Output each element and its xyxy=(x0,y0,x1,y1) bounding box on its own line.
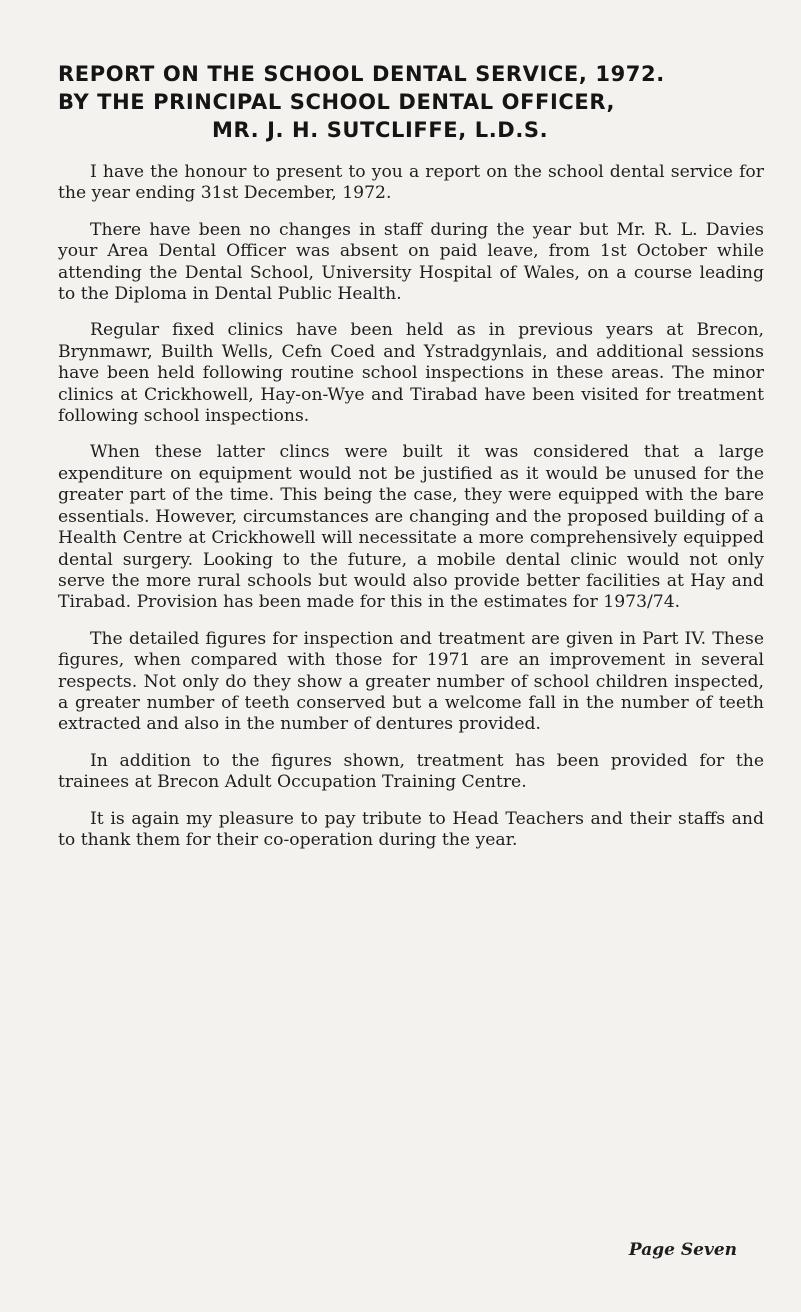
report-body xyxy=(58,162,764,851)
heading-line-3: MR. J. H. SUTCLIFFE, L.D.S. xyxy=(212,118,549,142)
document-page xyxy=(58,60,764,866)
report-heading xyxy=(58,60,764,144)
paragraph-introduction: I have the honour to present to you a report on the school dental service for the year ending 31st December, 1972. xyxy=(58,162,764,204)
paragraph-staff: There have been no changes in staff during the year but Mr. R. L. Davies your Area Dental Officer was absent on paid leave, from 1st October while attending the Dental School, University Hospital of Wales, on a course leading to the Diploma in Dental Public Health. xyxy=(58,219,764,305)
paragraph-equipment: When these latter clincs were built it was considered that a large expenditure on equipment would not be justified as it would be unused for the greater part of the time. This being the case, they were equipped with the bare essentials. However, circumstances are changing and the proposed building of a Health Centre at Crickhowell will necessitate a more comprehensively equipped dental surgery. Looking to the future, a mobile dental clinic would not only serve the more rural schools but would also provide better facilities at Hay and Tirabad. Provision has been made for this in the estimates for 1973/74. xyxy=(58,442,764,613)
page-number: Page Seven xyxy=(628,1240,737,1260)
paragraph-clinics: Regular fixed clinics have been held as in previous years at Brecon, Brynmawr, Builth Wells, Cefn Coed and Ystradgynlais, and additional sessions have been held following routine school inspections in these areas. The minor clinics at Crickhowell, Hay-on-Wye and Tirabad have been visited for treatment following school inspections. xyxy=(58,320,764,427)
paragraph-tribute: It is again my pleasure to pay tribute to Head Teachers and their staffs and to thank them for their co-operation during the year. xyxy=(58,808,764,850)
paragraph-figures: The detailed figures for inspection and treatment are given in Part IV. These figures, when compared with those for 1971 are an improvement in several respects. Not only do they show a greater number of school children inspected, a greater number of teeth conserved but a welcome fall in the number of teeth extracted and also in the number of dentures provided. xyxy=(58,628,764,735)
heading-line-2: BY THE PRINCIPAL SCHOOL DENTAL OFFICER, xyxy=(58,90,616,114)
paragraph-trainees: In addition to the figures shown, treatment has been provided for the trainees at Brecon Adult Occupation Training Centre. xyxy=(58,750,764,793)
heading-line-1: REPORT ON THE SCHOOL DENTAL SERVICE, 1972. xyxy=(58,62,665,86)
